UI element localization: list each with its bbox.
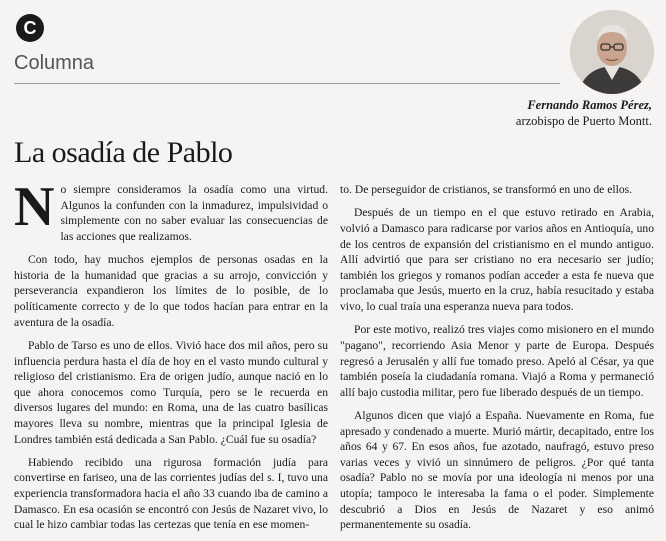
section-label: Columna [14,52,95,74]
drop-cap: N [14,176,55,238]
article-paragraph: to. De perseguidor de cristianos, se transformó en uno de ellos. [340,183,633,196]
article-paragraph: Después de un tiempo en el que estuvo retirado en Arabia, volvió a Damasco para radicarse por varios años en Antioquía, uno de los centros de expansión del cristianismo en el mundo antiguo. Allí advirtió que para ser cristiano no era necesario ser judío; también los griegos y romanos podían acceder a esta fe nueva que proclamaba que Jesús, muerto en la cruz, había resucitado y estaba vivo, lo cual traía una esperanza nueva para todos. [340,206,654,313]
author-role: arzobispo de Puerto Montt. [515,114,652,128]
article-paragraph: No siempre consideramos la osadía como una virtud. Algunos la confunden con la inmadurez, impulsividad o simplemente con no saber evaluar las consecuencias de las acciones que realizamos. [14,176,328,243]
header-divider [14,83,560,84]
section-badge: C [16,14,44,42]
author-name: Fernando Ramos Pérez, [527,98,652,112]
author-portrait-icon [570,10,654,94]
article-header [0,0,666,130]
article-column-right [340,182,654,541]
article-paragraph: Habiendo recibido una rigurosa formación judía para convertirse en fariseo, una de las corrientes judías del s. I, tuvo una experiencia transformadora hacia el año 33 cuando iba de camino a Damasco. En esa ocasión se encontró con Jesús de Nazaret vivo, lo cual le hizo cambiar todas las certezas que tenía en ese momen- [14,455,328,532]
article-paragraph: Con todo, hay muchos ejemplos de personas osadas en la historia de la humanidad que gracias a su arrojo, convicción y perseverancia expandieron los límites de lo posible, de lo políticamente correcto y de lo que todos hacían para entrar en la aventura de la osadía. [14,253,328,329]
author-photo [570,10,654,94]
article-title: La osadía de Pablo [14,136,233,169]
article-paragraph: Algunos dicen que viajó a España. Nuevamente en Roma, fue apresado y condenado a muerte. Murió mártir, decapitado, entre los años 64 y 67. En esos años, fue azotado, naufragó, estuvo preso varias veces y vivió un sinnúmero de peligros. ¿Por qué tanta osadía? Pablo no se movía por una ideología ni menos por una utopía; tampoco le interesaba la fama o el poder. Simplemente descubrió a Dios en Jesús de Nazaret y eso animó permanentemente su osadía. [340,409,654,532]
article-paragraph: Pablo de Tarso es uno de ellos. Vivió hace dos mil años, pero su influencia perdura hasta el día de hoy en el vasto mundo cultural y religioso del cristianismo. Era de origen judío, aunque nació en lo que ahora conocemos como Turquía, pero se le recuerda en diversos lugares del mundo: en Roma, una de las cuatro basílicas mayores lleva su nombre, mientras que la principal Iglesia de Londres también está dedicada a San Pablo. ¿Cuál fue su osadía? [14,338,328,446]
article-column-left [14,176,328,541]
article-paragraph: Por este motivo, realizó tres viajes como misionero en el mundo "pagano", recorriendo Asia Menor y parte de Europa. Después regresó a Jerusalén y allí fue tomado preso. Apeló al César, ya que también poseía la ciudadanía romana. Viajó a Roma y permaneció allí bajo custodia militar, pero fue liberado después de un tiempo. [340,323,654,399]
